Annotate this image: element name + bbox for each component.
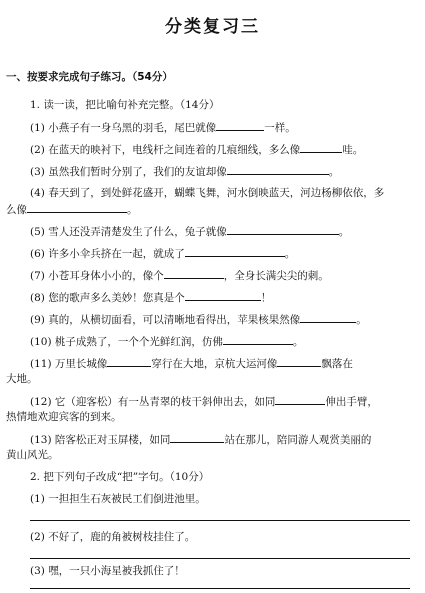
q1-item-13: [30, 432, 371, 447]
q1-item-13-cont-text: 黄山风光。: [6, 449, 59, 461]
q1-item-4-tail: 。: [127, 204, 138, 216]
answer-blank[interactable]: [227, 164, 329, 175]
answer-blank[interactable]: [185, 246, 285, 257]
answer-blank[interactable]: [185, 290, 261, 301]
q1-item-12-continued: [6, 410, 122, 424]
q1-item-4-continued: [6, 202, 138, 217]
answer-blank[interactable]: [223, 334, 293, 345]
q1-item-6-tail: 。: [284, 248, 296, 260]
q1-item-4-text: (4) 春天到了，到处鲜花盛开，蝴蝶飞舞，河水倒映蓝天，河边杨柳依依，多: [30, 187, 385, 199]
answer-blank[interactable]: [216, 120, 264, 131]
answer-blank[interactable]: [277, 356, 321, 367]
q1-item-2-tail: 哇。: [342, 144, 364, 156]
q1-item-5-text: (5) 雪人还没弄清楚发生了什么，兔子就像: [30, 226, 227, 238]
answer-blank[interactable]: [27, 202, 127, 213]
q1-item-9-text: (9) 真的，从横切面看，可以清晰地看得出，苹果核果然像: [30, 314, 301, 326]
q1-item-13-tail: 站在那儿，陪同游人观赏美丽的: [224, 434, 372, 446]
answer-line[interactable]: [30, 520, 410, 521]
q1-item-11-tail: 飘落在: [321, 358, 353, 370]
q1-item-11-continued: [6, 372, 38, 386]
q1-item-12-tail: 伸出手臂，: [325, 396, 378, 408]
q2-item-3: (3) 嘿，一只小海星被我抓住了！: [30, 565, 185, 577]
q1-item-6: [30, 246, 295, 261]
q1-item-2-text: (2) 在蓝天的映衬下，电线杆之间连着的几痕细线，多么像: [30, 144, 301, 156]
answer-blank[interactable]: [170, 432, 224, 443]
q1-item-7-tail: ，全身长满尖尖的刺。: [223, 270, 329, 282]
q1-item-1-tail: 一样。: [264, 122, 296, 134]
answer-blank[interactable]: [164, 268, 224, 279]
q1-item-12-text: (12) 它（迎客松）有一丛青翠的枝干斜伸出去，如同: [30, 396, 276, 408]
q1-item-12: [30, 394, 378, 409]
q1-item-11-cont-text: 大地。: [6, 373, 38, 385]
q1-item-1: [30, 120, 296, 135]
answer-blank[interactable]: [107, 356, 151, 367]
q1-item-11: [30, 356, 353, 371]
q1-item-4-cont-text: 么像: [6, 204, 27, 216]
q1-item-12-cont-text: 热情地欢迎宾客的到来。: [6, 411, 122, 423]
answer-blank[interactable]: [300, 142, 342, 153]
q1-item-8-text: (8) 您的歌声多么美妙！您真是个: [30, 292, 185, 304]
answer-blank[interactable]: [275, 394, 325, 405]
q2-item-1: (1) 一担担生石灰被民工们倒进池里。: [30, 493, 206, 505]
answer-blank[interactable]: [227, 224, 339, 235]
q1-item-5: [30, 224, 349, 239]
q1-item-7: [30, 268, 329, 283]
q1-item-4: [30, 186, 384, 200]
q1-item-5-tail: 。: [338, 226, 350, 238]
q1-item-13-continued: [6, 448, 59, 462]
q1-item-2: [30, 142, 363, 157]
q1-item-3-tail: 。: [328, 166, 340, 178]
q2-item-2: (2) 不好了，鹿的角被树枝挂住了。: [30, 531, 196, 543]
q1-item-3-text: (3) 虽然我们暂时分别了，我们的友谊却像: [30, 166, 227, 178]
question-2-heading: 2. 把下列句子改成“把”字句。（10分）: [30, 471, 210, 483]
q1-item-10-tail: 。: [292, 336, 304, 348]
q1-item-8-tail: ！: [260, 292, 272, 304]
page-title: 分类复习三: [165, 17, 260, 37]
q1-item-1-text: (1) 小燕子有一身乌黑的羽毛，尾巴就像: [30, 122, 217, 134]
q1-item-9: [30, 312, 367, 327]
q1-item-8: [30, 290, 271, 305]
question-1-heading: 1. 读一读，把比喻句补充完整。（14分）: [30, 99, 220, 111]
section-heading: 一、按要求完成句子练习。（54分）: [6, 71, 173, 83]
q1-item-3: [30, 164, 339, 179]
q1-item-9-tail: 。: [356, 314, 367, 326]
answer-blank[interactable]: [300, 312, 356, 323]
q1-item-10: [30, 334, 303, 349]
q1-item-11-mid: 穿行在大地，京杭大运河像: [151, 358, 278, 370]
q1-item-13-text: (13) 陪客松正对玉屏楼，如同: [30, 434, 171, 446]
answer-line[interactable]: [30, 558, 410, 559]
q1-item-7-text: (7) 小苍耳身体小小的，像个: [30, 270, 164, 282]
q1-item-6-text: (6) 许多小伞兵挤在一起，就成了: [30, 248, 185, 260]
q1-item-10-text: (10) 桃子成熟了，一个个光鲜红润，仿佛: [30, 336, 223, 348]
q1-item-11-text: (11) 万里长城像: [30, 358, 108, 370]
answer-line[interactable]: [30, 588, 410, 589]
